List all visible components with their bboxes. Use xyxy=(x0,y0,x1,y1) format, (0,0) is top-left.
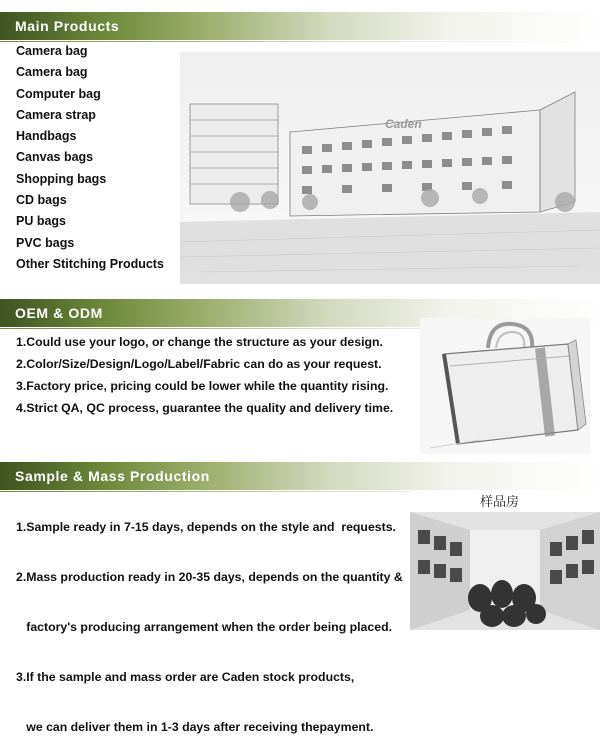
sample-line: 2.Mass production ready in 20-35 days, depends on the quantity & xyxy=(16,570,403,584)
product-item: Camera strap xyxy=(16,107,96,122)
product-item: Camera bag xyxy=(16,65,88,80)
showroom-label: 样品房 xyxy=(480,494,520,509)
building-sign: Caden xyxy=(385,117,422,131)
factory-sketch-image xyxy=(180,52,600,284)
product-item: Handbags xyxy=(16,129,77,144)
product-item: CD bags xyxy=(16,193,67,208)
sample-line: we can deliver them in 1-3 days after receiving thepayment. xyxy=(16,720,374,734)
oem-point: 3.Factory price, pricing could be lower while the quantity rising. xyxy=(16,379,389,393)
sample-line: factory's producing arrangement when the order being placed. xyxy=(16,620,392,634)
product-item: Computer bag xyxy=(16,86,101,101)
product-item: Camera bag xyxy=(16,44,88,58)
oem-point: 1.Could use your logo, or change the structure as your design. xyxy=(16,335,383,349)
product-item: Other Stitching Products xyxy=(16,256,164,271)
oem-odm-points xyxy=(16,331,393,419)
product-item: Shopping bags xyxy=(16,171,107,186)
product-item: Canvas bags xyxy=(16,150,94,165)
sample-mass-lines xyxy=(16,488,403,752)
sample-mass-header xyxy=(0,462,600,490)
sample-line: 1.Sample ready in 7-15 days, depends on the style and requests. xyxy=(16,520,396,534)
product-item: PU bags xyxy=(16,214,67,229)
main-products-header xyxy=(0,12,600,40)
oem-point: 2.Color/Size/Design/Logo/Label/Fabric can do as your request. xyxy=(16,357,382,371)
laptop-bag-sketch-image xyxy=(420,318,590,454)
sample-mass-title: Sample & Mass Production xyxy=(15,468,210,484)
main-products-list xyxy=(16,41,164,275)
product-item: PVC bags xyxy=(16,235,75,250)
showroom-photo-image xyxy=(410,490,600,630)
sample-line: 3.If the sample and mass order are Caden stock products, xyxy=(16,670,355,684)
oem-odm-title: OEM & ODM xyxy=(15,305,103,321)
main-products-title: Main Products xyxy=(15,18,120,34)
oem-point: 4.Strict QA, QC process, guarantee the quality and delivery time. xyxy=(16,401,394,415)
